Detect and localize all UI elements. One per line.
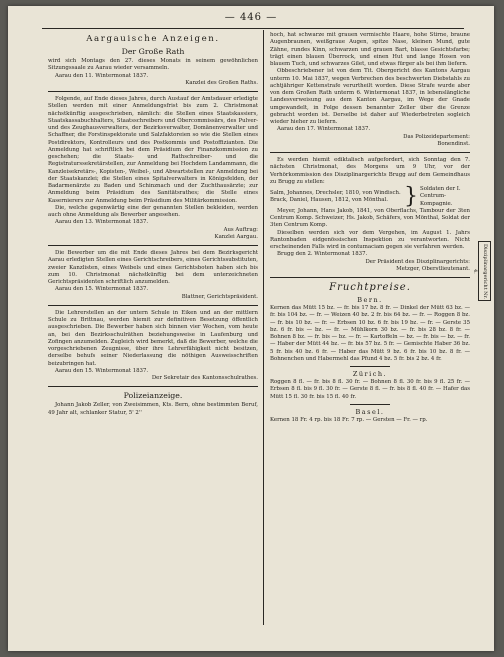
summons-text: Dieselben werden sich vor dem Vergehen, im August 1. Jahrs Rantonbaden eidgenössischen Inspektion zu verantworten. Nicht erscheinenden Falls wird in contumaciam gegen sie verfahren werden. <box>270 229 470 250</box>
staffing-date: Aarau den 13. Wintermonat 1837. <box>55 219 149 226</box>
description-text: hoch, hat schwarze mit grauen vermischte Haare, hohe Stirne, braune Augenbraunen, weißgraue Augen, spitze Nase, kleinen Mund, gute Zähne, rundes Kinn, schwarzen und grauen Bart, blasse Gesichtsfarbe; trägt einen blauen Überrock, und einen Hut und lange Hosen von blauem Tuch, und schwarzes Gilet, und etwas fürger als bei ihm liefern. <box>270 32 470 67</box>
soldiers-list-2: Meyer, Johann, Hans Jakob, 1841, von Oberflachs, Tambour der 3ten Centrum Komp. Schweizer, Hs. Jakob, Schäfers, von Mönthal, Soldat der 3ten Centrum Komp. <box>270 207 470 229</box>
header-rule <box>42 28 464 29</box>
council-date: Aarau den 11. Wintermonat 1837. <box>55 72 149 79</box>
council-title: Der Große Rath <box>121 47 185 56</box>
description-signature-2: Bonendinst. <box>437 140 470 147</box>
description-signature-1: Das Polizeidepartement: <box>403 133 470 140</box>
court-notice: Die Bewerber um die mit Ende dieses Jahres bei dem Bezirksgericht Aarau erledigten Stellen eines Gerichtschreibers, eines Gerichtssubstituten, zweier Kanzlisten, eines Weibels und eines Gerichtsboten haben sich bis zum 10. Christmonat nächstkünftig bei dem unterzeichneten Gerichtspräsidenten schriftlich anzumelden. <box>48 250 258 285</box>
description-date: Aarau den 17. Wintermonat 1837. <box>277 126 371 133</box>
summons-signature-1: Der Präsident des Disziplinargerichts: <box>365 258 470 265</box>
soldiers-names: Salm, Johannes, Drechsler, 1810, von Windisch. Brack, Daniel, Hausen, 1812, von Mönthal. <box>270 189 401 203</box>
council-signature: Kanzlei des Großen Raths. <box>185 79 258 86</box>
divider <box>350 366 390 367</box>
divider <box>48 91 258 92</box>
disciplinary-court-box: Disziplinargericht Nr. 4. <box>478 241 491 301</box>
school-signature: Der Sekretair des Kantonsschulrathes. <box>151 375 258 381</box>
divider <box>270 152 470 153</box>
section-heading: Aargauische Anzeigen. <box>86 34 220 44</box>
divider <box>48 305 258 306</box>
left-column <box>48 32 258 417</box>
basel-prices: Kernen 18 Fr. 4 rp. bis 18 Fr. 7 rp. — Gersten — Fr. — rp. <box>270 416 428 423</box>
description-verdict: Obbeschriebener ist von dem Tit. Obergericht des Kantons Aargau unterm 10. Mai 1837, wegen Verbrechen des beschwerten Diebstahls zu achtjähriger Kettenstrafe verurtheilt worden. Diese Strafe wurde aber von dem Großen Rath unterm 6. Wintermonat 1837, in lebenslängliche Landesverweisung aus dem Kanton Aargau, im Wege der Gnade umgewandelt, in Folge dessen benannter Zeller über die Grenze gebracht worden ist. Derselbe ist daher auf Wiederbetreten sogleich wieder hieher zu liefern. <box>270 68 470 125</box>
prices-heading: Fruchtpreise. <box>329 282 411 293</box>
police-notice: Johann Jakob Zeller, von Zweisimmen, Kts. Bern, ohne bestimmten Beruf, 49 Jahr alt, schlanker Statur, 5' 2'' <box>48 402 258 416</box>
divider <box>350 404 390 405</box>
right-column <box>270 32 470 424</box>
summons-signature-2: Metzger, Oberstlieutenant. <box>396 265 470 272</box>
bern-prices: Kernen das Mütt 15 bz. — fr. bis 17 bz. 8 fr. — Dinkel der Mütt 63 bz. — fr. bis 104 bz. — fr. — Weizen 40 bz. 2 fr. bis 64 bz. — fr. — Roggen 8 bz. — fr. bis 10 bz. — fr. — Erbsen 10 bz. 6 fr. bis 19 bz. — fr. — Gerste 35 bz. 6 fr. bis — bz. — fr. — Mühlkorn 30 bz. — fr. bis 28 bz. 8 fr. — Bohnen 8 bz. — fr. bis — bz. — fr. — Kartoffeln — bz. — fr. bis — bz. — fr. — Haber der Mütt 44 bz. — fr. bis 57 bz. 5 fr. — Gemischte Haber 36 bz. 5 fr. bis 40 bz. 6 fr. — Haber das Mütt 9 bz. 6 fr. bis 10 bz. 8 fr. — Bohnenchen und Habermehl das Pfund 4 bz. 5 fr. bis 2 bz. 4 fr. <box>270 305 470 362</box>
basel-heading: Basel. <box>355 407 385 416</box>
divider <box>48 386 258 387</box>
soldiers-list <box>270 183 470 209</box>
summons-intro: Es werden hiemit ediktalisch aufgefordert, sich Sonntag den 7. nächsten Christmonat, des Morgens um 9 Uhr, vor der Verhörkommission des Disziplinargerichts Brugg auf dem Gemeindhaus zu Brugg zu stellen: <box>270 157 470 185</box>
court-signature: Blattner, Gerichtspräsident. <box>181 293 258 300</box>
column-divider <box>263 30 264 625</box>
staffing-notice: Folgende, auf Ende dieses Jahres, durch Austauf der Amtsdauer erledigte Stellen werden mit einer Anmeldungsfrist bis zum 2. Christmonat nächstkünftig ausgeschrieben, nämlich: die Stellen eines Staatskassiers, Staatskassabuchhalters, Staatsschreibers und Obercommissärs, des Pulver- und des Zeughausverwalters, der Bezirksverwalter, Domänenverwalter und Schaffner, die Forstinspektorate und Salzfaktoreien so wie die Stellen eines Postdirektors, Kontrolleurs und des Postkommis und Postoffizianten. Die Anmeldung hat schriftlich bei dem Präsidium der Finanzkommission zu geschehen; die Staats- und Rathschreiber- und die Registraturssekretärstellen, zur Anmeldung bei Hochdem Landammann, die Kanzleisekretärs-, Kopisten-, Weibel-, und Abwartstellen zur Anmeldung bei der Staatskanzlei; die Stellen eines Spitalverwalters in Königsfelden, der Badarmenärzte zu Baden und Schinznach und der Zuchthausärzte; zur Anmeldung beim Präsidium des Sanitätsrathes; die Stelle eines Kasernierers zur Anmeldung beim Präsidium des Militärkommission. <box>48 96 258 204</box>
divider <box>48 245 258 246</box>
police-heading: Polizeianzeige. <box>123 391 183 401</box>
staffing-signature-2: Kanzlei Aargau. <box>214 233 258 240</box>
divider <box>270 277 470 278</box>
zurich-prices: Roggen 8 fl. — fr. bis 8 fl. 30 fr. — Bohnen 8 fl. 30 fr. bis 9 fl. 25 fr. — Erbsen 8 fl. bis 9 fl. 30 fr. — Gerste 8 fl. — fr. bis 8 fl. 40 fr. — Hafer das Mütt 15 fl. 30 fr. bis 15 fl. 40 fr. <box>270 379 470 400</box>
court-date: Aarau den 15. Wintermonat 1837. <box>55 286 149 293</box>
summons-date: Brugg den 2. Wintermonat 1837. <box>277 251 368 258</box>
newspaper-page <box>8 6 494 651</box>
staffing-closing: Die, welche gegenwärtig eine der genannten Stellen bekleiden, werden auch ohne Anmeldung als Bewerber angesehen. <box>48 204 258 218</box>
council-notice: wird sich Montags den 27. dieses Monats in seinem gewöhnlichen Sitzungssaale zu Aarau wieder versammeln. <box>48 58 258 72</box>
zurich-heading: Zürich. <box>352 370 388 378</box>
school-notice: Die Lehrerstellen an der untern Schule in Eiken und an der mittlern Schule zu Brittnau, werden hiemit zur definitiven Besetzung öffentlich ausgeschrieben. Die Bewerber haben sich binnen vier Wochen, vom heute an, bei den Bezirksschulräthen beziehungsweise in Laufenburg und Zofingen anzumelden. Zugleich wird bemerkt, daß die Bewerber, welche die vorgeschriebenen Zeugnisse, über ihre Lehrerfähigkeit nicht besitzen, derselbe behufs seiner Niederlassung die nöthigen Ausweisschriften beizubringen hat. <box>48 309 258 367</box>
brace-glyph: } <box>404 183 418 209</box>
page-number: — 446 — <box>224 12 278 23</box>
staffing-signature-1: Aus Auftrag: <box>223 226 258 233</box>
soldiers-unit: Soldaten der I. Centrum-Kompagnie. <box>420 186 461 207</box>
bern-heading: Bern. <box>357 296 383 304</box>
school-date: Aarau den 15. Wintermonat 1837. <box>55 367 149 374</box>
